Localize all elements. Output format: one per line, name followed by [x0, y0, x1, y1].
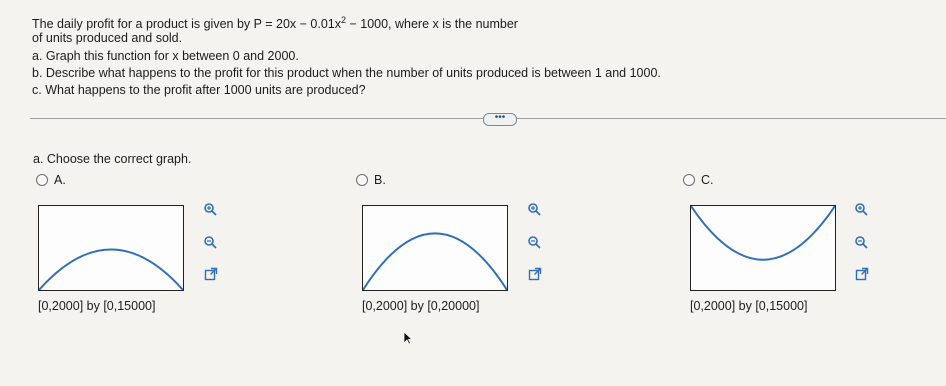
- question-line-2: of units produced and sold.: [32, 31, 183, 45]
- radio-option-a[interactable]: [36, 174, 48, 186]
- question-equation-end: − 1000, where x is the number: [346, 17, 518, 32]
- expand-icon[interactable]: [527, 266, 543, 282]
- question-equation-start: The daily profit for a product is given by P = 20x − 0.01x: [32, 17, 341, 32]
- option-b-label: B.: [374, 173, 386, 187]
- expand-icon[interactable]: [203, 266, 219, 282]
- zoom-out-icon[interactable]: [853, 234, 869, 250]
- option-a[interactable]: [36, 173, 66, 187]
- graph-b-curve: [363, 233, 507, 290]
- option-a-label: A.: [54, 173, 66, 187]
- graph-a-plot: [39, 206, 183, 290]
- zoom-in-icon[interactable]: [526, 201, 542, 217]
- zoom-out-icon[interactable]: [202, 234, 218, 250]
- option-b[interactable]: [356, 173, 386, 187]
- graph-c-plot: [691, 206, 835, 290]
- graph-b-plot: [363, 206, 507, 290]
- radio-option-c[interactable]: [683, 174, 695, 186]
- question-exponent: 2: [340, 15, 346, 25]
- graph-a-caption: [0,2000] by [0,15000]: [38, 299, 156, 313]
- graph-option-b: [362, 205, 508, 291]
- answer-prompt: a. Choose the correct graph.: [33, 152, 192, 166]
- more-button[interactable]: •••: [483, 113, 517, 126]
- question-part-b: b. Describe what happens to the profit for this product when the number of units produced is between 1 and 1000.: [32, 66, 661, 80]
- zoom-out-icon[interactable]: [526, 234, 542, 250]
- question-part-a: a. Graph this function for x between 0 and 2000.: [32, 49, 299, 63]
- graph-c-caption: [0,2000] by [0,15000]: [690, 299, 808, 313]
- zoom-in-icon[interactable]: [202, 201, 218, 217]
- expand-icon[interactable]: [854, 266, 870, 282]
- graph-option-c: [690, 205, 836, 291]
- question-line-1: [32, 13, 518, 31]
- graph-a-curve: [39, 249, 183, 290]
- question-part-c: c. What happens to the profit after 1000 units are produced?: [32, 83, 366, 97]
- zoom-in-icon[interactable]: [853, 201, 869, 217]
- option-c-label: C.: [701, 173, 714, 187]
- option-c[interactable]: [683, 173, 714, 187]
- graph-option-a: [38, 205, 184, 291]
- mouse-cursor-icon: [403, 331, 413, 345]
- radio-option-b[interactable]: [356, 174, 368, 186]
- graph-c-curve: [691, 206, 835, 260]
- graph-b-caption: [0,2000] by [0,20000]: [362, 299, 480, 313]
